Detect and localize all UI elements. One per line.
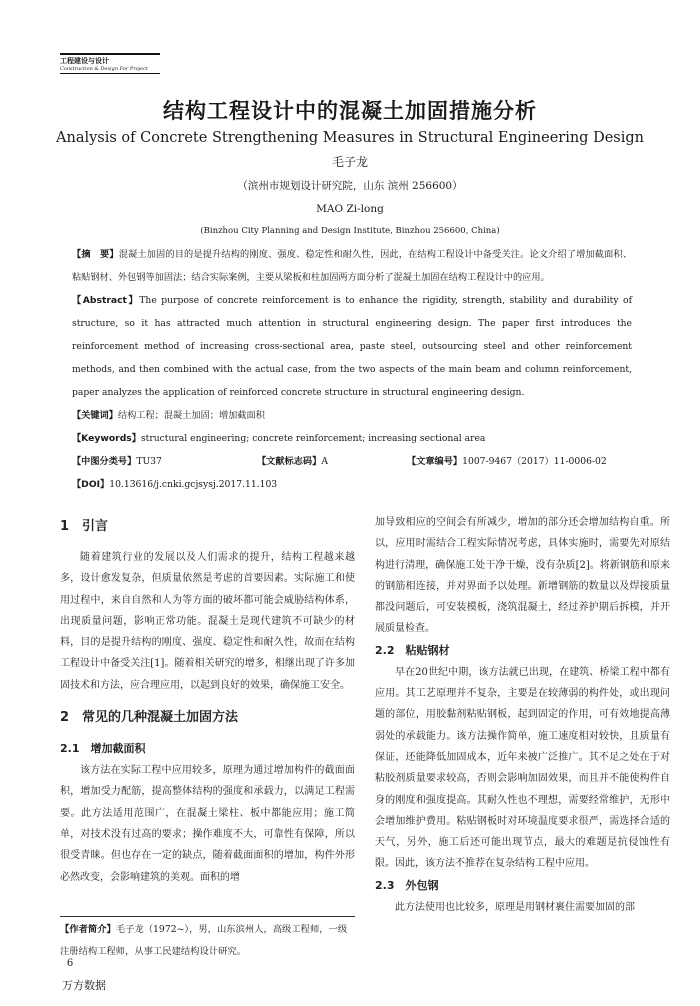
section-2-3-heading: 2.3 外包钢 <box>375 878 439 892</box>
section-2-heading: 2 常见的几种混凝土加固方法 <box>60 710 239 726</box>
journal-header <box>60 53 160 74</box>
footnote-label: 【作者简介】 <box>60 924 116 935</box>
section-2-3-paragraph: 此方法使用也比较多，原理是用钢材裹住需要加固的部 <box>395 901 635 913</box>
classification-row <box>72 450 632 473</box>
journal-name-en: Construction & Design For Project <box>60 66 160 74</box>
abstract-en-text: The purpose of concrete reinforcement is to enhance the rigidity, strength, stability and durability of structure, so it has attracted much attention in structural engineering design. The paper first introduces the reinforcement method of increasing cross-sectional area, paste steel, outsourcing steel and other reinforcement methods, and then combined with the actual case, from the two aspects of the main beam and column reinforcement, paper analyzes the application of reinforced concrete structure in structural engineering design. <box>72 295 632 398</box>
doi <box>72 473 632 496</box>
abstract-cn <box>72 243 632 289</box>
title-cn: 结构工程设计中的混凝土加固措施分析 <box>163 99 537 123</box>
doc-value: A <box>321 456 328 467</box>
doc-code <box>257 450 407 473</box>
affiliation-cn: （滨州市规划设计研究院，山东 滨州 256600） <box>237 180 463 192</box>
section-2-2-heading: 2.2 粘贴钢材 <box>375 643 450 657</box>
abstract-block <box>72 243 632 496</box>
abstract-cn-text: 混凝土加固的目的是提升结构的刚度、强度、稳定性和耐久性，因此，在结构工程设计中备受关注。论文介绍了增加截面积、粘贴钢材、外包钢等加固法；结合实际案例，主要从梁板和柱加固两方面分析了混凝土加固在结构工程设计中的应用。 <box>72 249 633 283</box>
abstract-en-label: 【Abstract】 <box>72 295 140 306</box>
clc-label: 【中图分类号】 <box>72 456 137 467</box>
article-number <box>407 450 607 473</box>
doi-label: 【DOI】 <box>72 479 110 490</box>
article-value: 1007-9467（2017）11-0006-02 <box>462 456 607 467</box>
continued-paragraph: 加导致相应的空间会有所减少，增加的部分还会增加结构自重。所以，应用时需结合工程实际情况考虑，具体实施时，需要先对原结构进行清理，确保施工处干净干燥，没有杂质[2]。将新钢筋和原来的钢筋相连接，并对界面予以处理。新增钢筋的数量以及焊接质量都没问题后，可安装模板，浇筑混凝土，经过养护期后拆模，并开展质量检查。 <box>375 517 670 635</box>
clc-code <box>72 450 257 473</box>
section-2-2-paragraph: 早在20世纪中期，该方法就已出现，在建筑、桥梁工程中都有应用。其工艺原理并不复杂，主要是在较薄弱的构件处，或出现问题的部位，用胶黏剂粘贴钢板，起到固定的作用，可有效地提高薄弱处的承载能力。该方法操作简单，施工速度相对较快，且质量有保证，还能降低加固成本，近年来被广泛推广。其不足之处在于对粘胶剂质量要求较高，否则会影响加固效果，而且并不能使构件自身的刚度和强度提高。其耐久性也不理想，需要经常维护，无形中会增加维护费用。粘贴钢板时对环境温度要求很严，需选择合适的天气，另外，施工后还可能出现节点，最大的难题是抗侵蚀性有限。因此，该方法不推荐在复杂结构工程中应用。 <box>375 666 670 870</box>
abstract-cn-label: 【摘 要】 <box>72 249 119 260</box>
affiliation-en: (Binzhou City Planning and Design Institute, Binzhou 256600, China) <box>200 226 500 236</box>
author-en: MAO Zi-long <box>316 203 384 215</box>
clc-value: TU37 <box>136 456 162 467</box>
article-label: 【文章编号】 <box>407 456 463 467</box>
section-1-paragraph: 随着建筑行业的发展以及人们需求的提升，结构工程越来越多，设计愈发复杂，但质量依然是考虑的首要因素。实际施工和使用过程中，来自自然和人为等方面的破坏都可能会威胁结构体系，出现质量问题，影响正常功能。混凝土是现代建筑不可缺少的材料，目的是提升结构的刚度、强度、稳定性和耐久性，故而在结构工程设计中备受关注[1]。随着相关研究的增多，相继出现了许多加固技术和方法，应合理应用，以起到良好的效果，确保施工安全。 <box>60 552 355 691</box>
title-en: Analysis of Concrete Strengthening Measures in Structural Engineering Design <box>56 130 644 146</box>
left-column <box>60 505 355 888</box>
author-footnote <box>60 916 355 963</box>
footnote-text: 毛子龙（1972~），男，山东滨州人，高级工程师，一级注册结构工程师，从事工民建结构设计研究。 <box>60 924 348 957</box>
abstract-en <box>72 289 632 404</box>
author-cn: 毛子龙 <box>331 155 368 169</box>
page-number: 6 <box>66 958 74 969</box>
keywords-cn-text: 结构工程；混凝土加固；增加截面积 <box>117 410 265 421</box>
keywords-en <box>72 427 632 450</box>
right-column <box>375 512 670 918</box>
section-1-heading: 1 引言 <box>60 519 109 534</box>
doi-value: 10.13616/j.cnki.gcjsysj.2017.11.103 <box>109 479 278 490</box>
keywords-en-label: 【Keywords】 <box>72 433 141 444</box>
section-2-1-heading: 2.1 增加截面积 <box>60 742 146 756</box>
watermark: 万方数据 <box>62 979 106 992</box>
section-2-1-paragraph: 该方法在实际工程中应用较多，原理为通过增加构件的截面面积，增加受力配筋，提高整体结构的强度和承载力，以满足工程需要。此方法适用范围广，在混凝土梁柱、板中都能应用；施工简单，对技术没有过高的要求；操作难度不大，可靠性有保障，所以很受青睐。但也存在一定的缺点，随着截面面积的增加，构件外形必然改变，会影响建筑的美观。面积的增 <box>60 765 355 883</box>
doc-label: 【文献标志码】 <box>257 456 322 467</box>
keywords-cn <box>72 404 632 427</box>
keywords-cn-label: 【关键词】 <box>72 410 118 421</box>
keywords-en-text: structural engineering; concrete reinforcement; increasing sectional area <box>140 433 486 444</box>
journal-name-cn: 工程建设与设计 <box>60 57 109 65</box>
